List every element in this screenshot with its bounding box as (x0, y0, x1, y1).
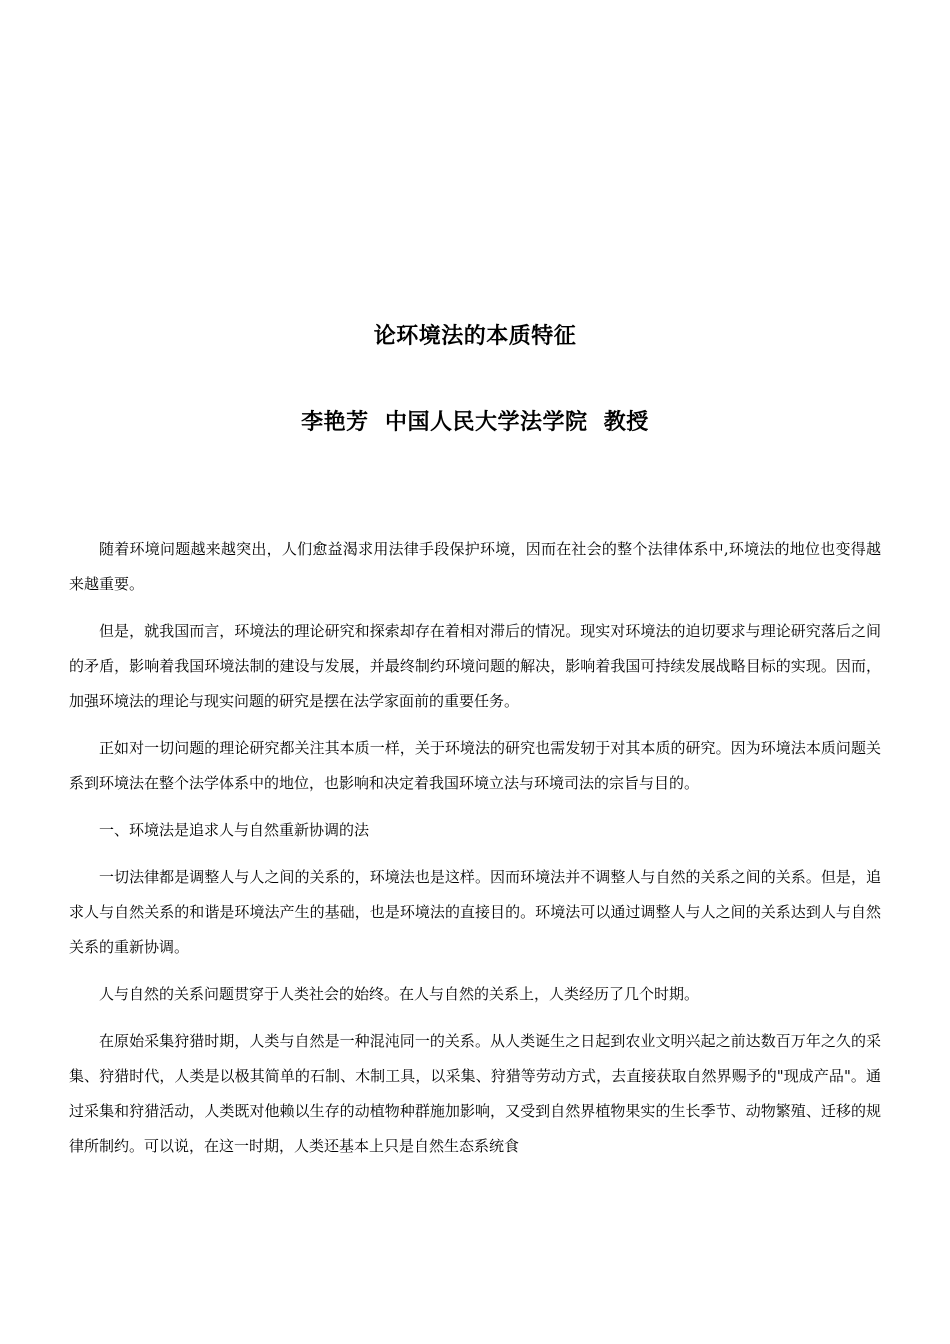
paragraph: 正如对一切问题的理论研究都关注其本质一样，关于环境法的研究也需发轫于对其本质的研究。因为环境法本质问题关系到环境法在整个法学体系中的地位，也影响和决定着我国环境立法与环境司法的宗旨与目的。 (69, 739, 881, 792)
document-body (69, 532, 881, 1176)
document-title: 论环境法的本质特征 (373, 323, 577, 349)
paragraph: 一切法律都是调整人与人之间的关系的，环境法也是这样。因而环境法并不调整人与自然的关系之间的关系。但是，追求人与自然关系的和谐是环境法产生的基础，也是环境法的直接目的。环境法可以通过调整人与人之间的关系达到人与自然关系的重新协调。 (69, 868, 881, 956)
paragraph: 但是，就我国而言，环境法的理论研究和探索却存在着相对滞后的情况。现实对环境法的迫切要求与理论研究落后之间的矛盾，影响着我国环境法制的建设与发展，并最终制约环境问题的解决，影响着我国可持续发展战略目标的实现。因而，加强环境法的理论与现实问题的研究是摆在法学家面前的重要任务。 (69, 622, 881, 710)
paragraph: 人与自然的关系问题贯穿于人类社会的始终。在人与自然的关系上，人类经历了几个时期。 (99, 985, 700, 1003)
author-byline: 李艳芳 中国人民大学法学院 教授 (301, 409, 649, 435)
section-heading: 一、环境法是追求人与自然重新协调的法 (99, 821, 370, 839)
paragraph: 随着环境问题越来越突出，人们愈益渴求用法律手段保护环境，因而在社会的整个法律体系中,环境法的地位也变得越来越重要。 (69, 540, 881, 593)
paragraph: 在原始采集狩猎时期，人类与自然是一种混沌同一的关系。从人类诞生之日起到农业文明兴起之前达数百万年之久的采集、狩猎时代，人类是以极其简单的石制、木制工具，以采集、狩猎等劳动方式，去直接获取自然界赐予的"现成产品"。通过采集和狩猎活动，人类既对他赖以生存的动植物种群施加影响，又受到自然界植物果实的生长季节、动物繁殖、迁移的规律所制约。可以说，在这一时期，人类还基本上只是自然生态系统食 (69, 1032, 881, 1155)
